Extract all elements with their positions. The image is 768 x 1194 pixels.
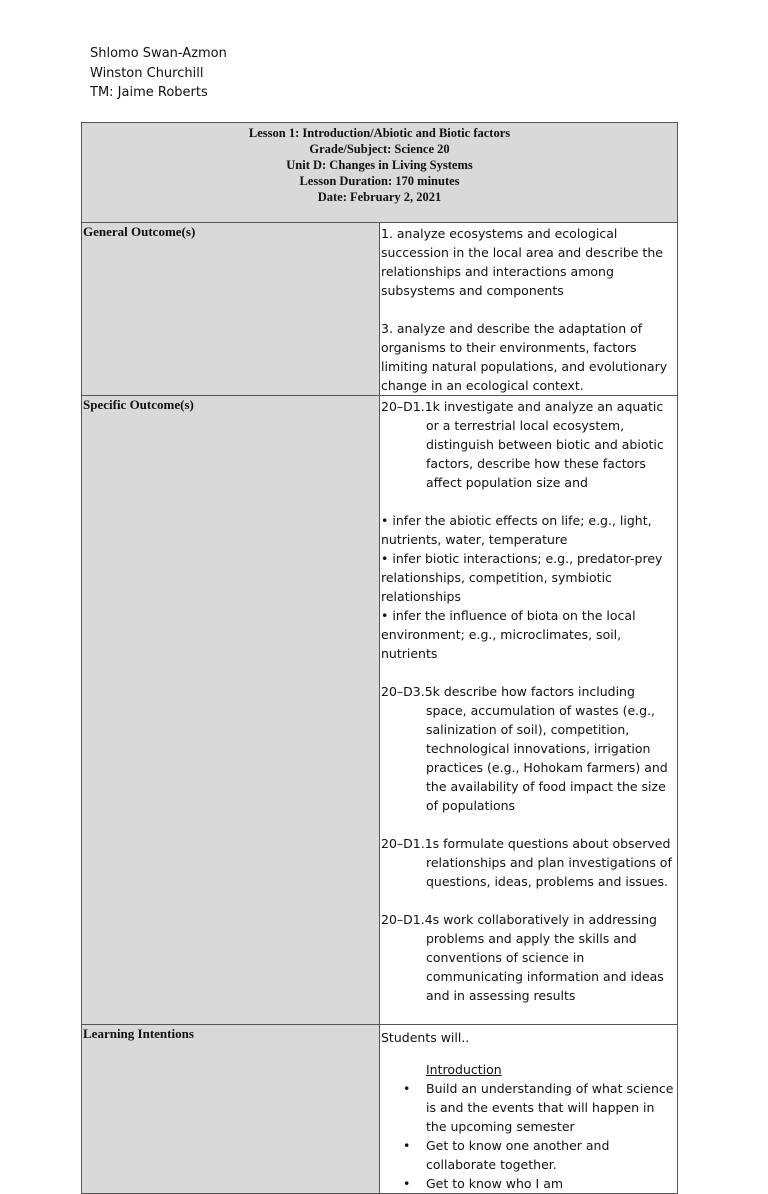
title-row xyxy=(82,123,678,223)
students-will-lead: Students will.. xyxy=(381,1030,470,1045)
specific-outcomes-row xyxy=(82,396,678,1025)
bullet-biotic: • infer biotic interactions; e.g., predator-prey relationships, competition, symbiotic relationships xyxy=(381,551,663,604)
grade-subject: Grade/Subject: Science 20 xyxy=(309,142,450,156)
learning-intentions-content xyxy=(380,1025,678,1194)
general-outcome-3: 3. analyze and describe the adaptation of organisms to their environments, factors limiting natural populations, and evolutionary change in an ecological context. xyxy=(381,321,668,393)
lesson-title: Lesson 1: Introduction/Abiotic and Biotic factors xyxy=(248,126,511,140)
list-item: • Get to know who I am xyxy=(381,1174,675,1193)
lesson-duration: Lesson Duration: 170 minutes xyxy=(299,174,460,188)
bullet-biota: • infer the influence of biota on the local environment; e.g., microclimates, soil, nutrients xyxy=(381,608,636,661)
general-outcomes-label: General Outcome(s) xyxy=(82,223,380,396)
general-outcome-1: 1. analyze ecosystems and ecological succession in the local area and describe the relationships and interactions among subsystems and components xyxy=(381,226,663,298)
list-item: • Get to know one another and collaborate together. xyxy=(381,1136,675,1174)
specific-outcome-d3-5k: 20–D3.5k describe how factors including space, accumulation of wastes (e.g., salinization of soil), competition, technological innovations, irrigation practices (e.g., Hohokam farmers) and the availability of food impact the size of populations xyxy=(381,684,668,813)
unit-name: Unit D: Changes in Living Systems xyxy=(286,158,473,172)
learning-intentions-label: Learning Intentions xyxy=(82,1025,380,1194)
specific-outcome-d1-1k: 20–D1.1k investigate and analyze an aquatic or a terrestrial local ecosystem, distinguish between biotic and abiotic factors, describe how these factors affect population size and xyxy=(381,399,664,490)
lesson-date: Date: February 2, 2021 xyxy=(317,190,442,204)
intention-list xyxy=(381,1079,675,1193)
lesson-title-block xyxy=(82,123,678,223)
introduction-heading: Introduction xyxy=(426,1062,502,1077)
school-name: Winston Churchill xyxy=(90,65,204,81)
specific-outcome-d1-4s: 20–D1.4s work collaboratively in addressing problems and apply the skills and conventions of science in communicating information and ideas and in assessing results xyxy=(381,912,664,1003)
author-name: Shlomo Swan-Azmon xyxy=(90,46,227,61)
learning-intentions-row xyxy=(82,1025,678,1194)
specific-outcomes-content xyxy=(380,396,678,1025)
bullet-list xyxy=(381,511,675,663)
teacher-mentor: TM: Jaime Roberts xyxy=(90,85,208,100)
specific-outcomes-label: Specific Outcome(s) xyxy=(82,396,380,1025)
lesson-plan-table xyxy=(81,122,678,1194)
list-item: • Build an understanding of what science is and the events that will happen in the upcoming semester xyxy=(381,1079,675,1136)
bullet-abiotic: • infer the abiotic effects on life; e.g., light, nutrients, water, temperature xyxy=(381,513,652,547)
specific-outcome-d1-1s: 20–D1.1s formulate questions about observed relationships and plan investigations of questions, ideas, problems and issues. xyxy=(381,836,672,889)
general-outcomes-row xyxy=(82,223,678,396)
document-header xyxy=(90,44,227,103)
general-outcomes-content xyxy=(380,223,678,396)
